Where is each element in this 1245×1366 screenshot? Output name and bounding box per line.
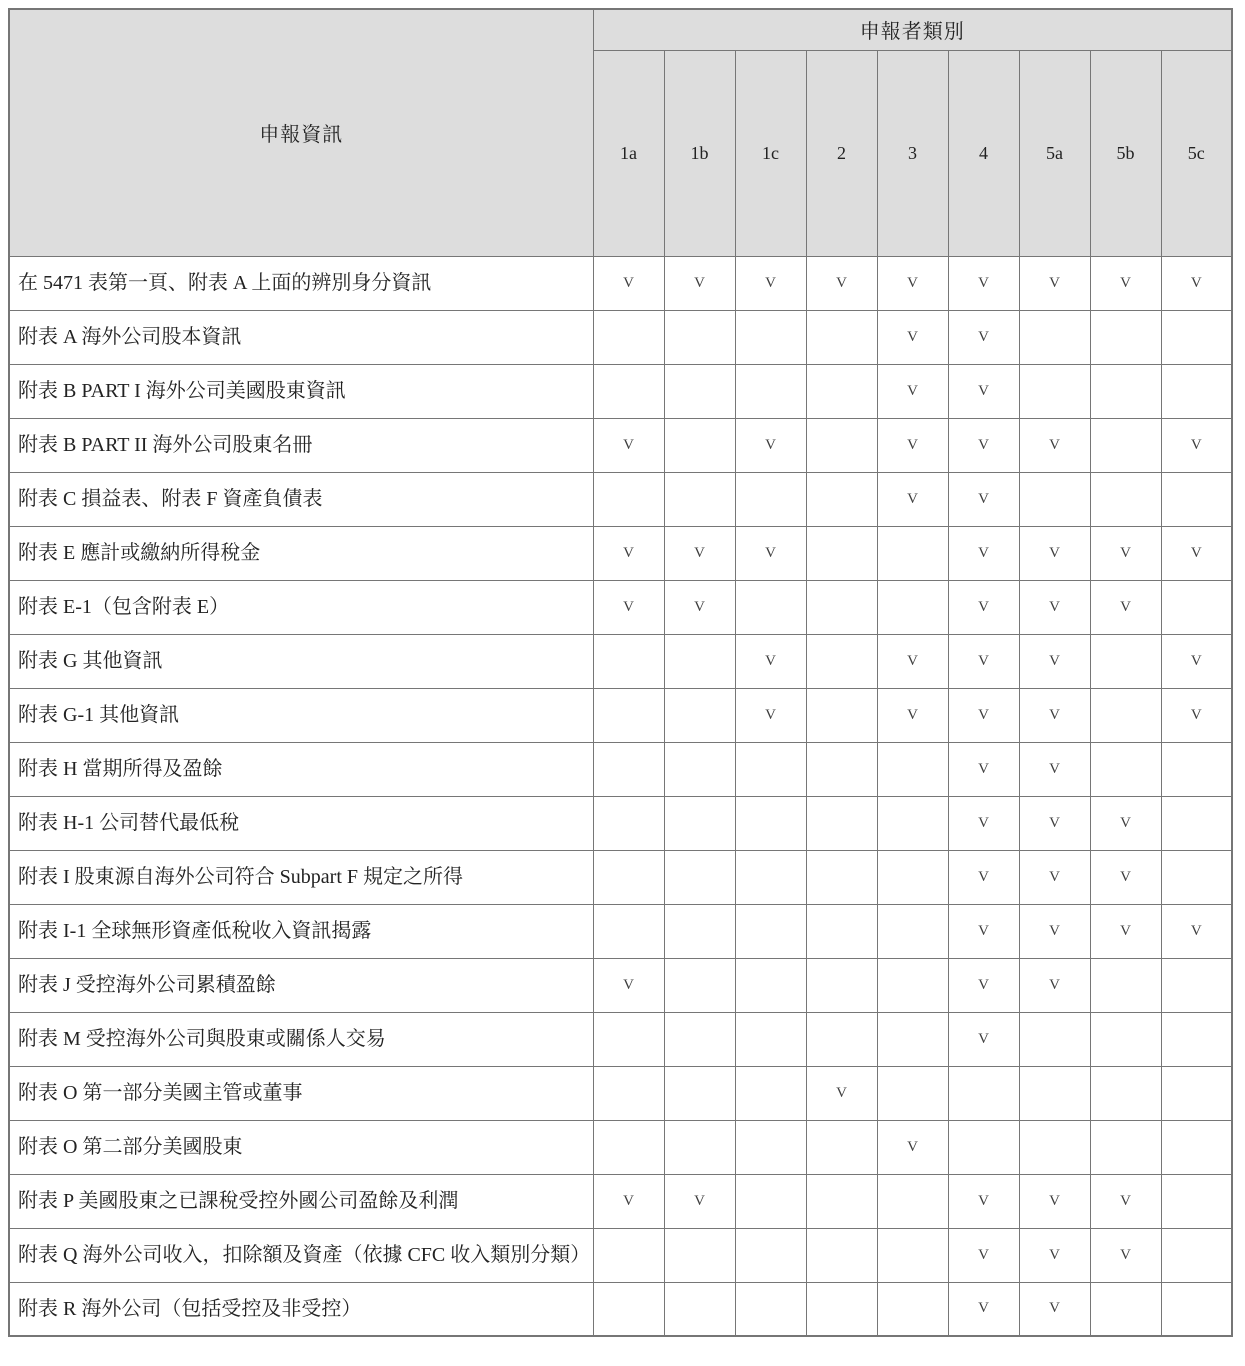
check-cell-empty xyxy=(664,1066,735,1120)
check-cell-checked: V xyxy=(948,418,1019,472)
check-cell-checked: V xyxy=(593,256,664,310)
check-cell-empty xyxy=(593,1228,664,1282)
check-cell-empty xyxy=(664,1282,735,1336)
check-cell-empty xyxy=(1019,1012,1090,1066)
check-cell-empty xyxy=(877,742,948,796)
check-cell-empty xyxy=(806,1282,877,1336)
check-cell-empty xyxy=(877,1066,948,1120)
table-row xyxy=(9,904,1232,958)
check-cell-empty xyxy=(593,850,664,904)
table-row xyxy=(9,526,1232,580)
check-cell-empty xyxy=(1019,1120,1090,1174)
category-cell: 3 xyxy=(877,50,948,256)
check-cell-empty xyxy=(1161,850,1232,904)
table-body xyxy=(9,256,1232,1336)
check-cell-empty xyxy=(1019,472,1090,526)
check-cell-checked: V xyxy=(948,904,1019,958)
check-cell-empty xyxy=(664,742,735,796)
row-label: 附表 O 第二部分美國股東 xyxy=(9,1120,593,1174)
check-cell-empty xyxy=(877,526,948,580)
check-cell-empty xyxy=(735,1174,806,1228)
check-cell-checked: V xyxy=(1090,904,1161,958)
table-row xyxy=(9,472,1232,526)
check-cell-empty xyxy=(735,1282,806,1336)
check-cell-empty xyxy=(1090,364,1161,418)
check-cell-empty xyxy=(1161,958,1232,1012)
check-cell-empty xyxy=(664,958,735,1012)
check-cell-empty xyxy=(664,364,735,418)
check-cell-checked: V xyxy=(1090,580,1161,634)
check-cell-empty xyxy=(593,634,664,688)
check-cell-empty xyxy=(1161,742,1232,796)
check-cell-checked: V xyxy=(948,742,1019,796)
row-label: 附表 C 損益表、附表 F 資產負債表 xyxy=(9,472,593,526)
check-cell-checked: V xyxy=(664,256,735,310)
check-cell-empty xyxy=(1161,1012,1232,1066)
check-cell-checked: V xyxy=(593,580,664,634)
check-cell-empty xyxy=(593,364,664,418)
check-cell-empty xyxy=(877,904,948,958)
check-cell-empty xyxy=(948,1120,1019,1174)
row-label: 附表 G 其他資訊 xyxy=(9,634,593,688)
check-cell-empty xyxy=(664,1120,735,1174)
check-cell-empty xyxy=(877,580,948,634)
row-label: 附表 I-1 全球無形資產低稅收入資訊揭露 xyxy=(9,904,593,958)
check-cell-checked: V xyxy=(877,256,948,310)
check-cell-checked: V xyxy=(948,580,1019,634)
check-cell-empty xyxy=(593,688,664,742)
check-cell-checked: V xyxy=(593,958,664,1012)
check-cell-empty xyxy=(806,364,877,418)
check-cell-empty xyxy=(735,580,806,634)
check-cell-checked: V xyxy=(948,256,1019,310)
table-row xyxy=(9,742,1232,796)
check-cell-empty xyxy=(1090,688,1161,742)
check-cell-checked: V xyxy=(948,526,1019,580)
check-cell-empty xyxy=(1019,1066,1090,1120)
category-cell: 1b xyxy=(664,50,735,256)
row-label: 附表 B PART I 海外公司美國股東資訊 xyxy=(9,364,593,418)
check-cell-empty xyxy=(806,472,877,526)
check-cell-empty xyxy=(877,1282,948,1336)
check-cell-checked: V xyxy=(877,364,948,418)
check-cell-checked: V xyxy=(948,1174,1019,1228)
check-cell-checked: V xyxy=(877,472,948,526)
check-cell-checked: V xyxy=(593,418,664,472)
check-cell-checked: V xyxy=(948,850,1019,904)
check-cell-checked: V xyxy=(1161,688,1232,742)
row-label: 附表 G-1 其他資訊 xyxy=(9,688,593,742)
check-cell-empty xyxy=(806,1228,877,1282)
check-cell-checked: V xyxy=(948,634,1019,688)
check-cell-empty xyxy=(806,850,877,904)
check-cell-empty xyxy=(593,796,664,850)
table-row xyxy=(9,688,1232,742)
table-row xyxy=(9,1066,1232,1120)
check-cell-empty xyxy=(664,688,735,742)
check-cell-empty xyxy=(877,850,948,904)
check-cell-empty xyxy=(806,1120,877,1174)
check-cell-empty xyxy=(593,742,664,796)
check-cell-empty xyxy=(806,418,877,472)
check-cell-empty xyxy=(877,958,948,1012)
check-cell-checked: V xyxy=(1019,742,1090,796)
check-cell-empty xyxy=(1090,1012,1161,1066)
check-cell-empty xyxy=(593,1282,664,1336)
check-cell-empty xyxy=(877,1012,948,1066)
check-cell-checked: V xyxy=(1090,256,1161,310)
row-label: 附表 J 受控海外公司累積盈餘 xyxy=(9,958,593,1012)
check-cell-empty xyxy=(1161,1174,1232,1228)
check-cell-empty xyxy=(664,418,735,472)
category-cell: 5c xyxy=(1161,50,1232,256)
check-cell-empty xyxy=(806,310,877,364)
check-cell-checked: V xyxy=(664,526,735,580)
check-cell-checked: V xyxy=(948,364,1019,418)
check-cell-checked: V xyxy=(1161,526,1232,580)
check-cell-empty xyxy=(1090,1282,1161,1336)
check-cell-empty xyxy=(735,796,806,850)
table-row xyxy=(9,1228,1232,1282)
check-cell-checked: V xyxy=(1090,850,1161,904)
check-cell-empty xyxy=(806,1174,877,1228)
check-cell-empty xyxy=(806,1012,877,1066)
check-cell-checked: V xyxy=(735,418,806,472)
check-cell-empty xyxy=(806,580,877,634)
check-cell-empty xyxy=(806,904,877,958)
check-cell-empty xyxy=(664,634,735,688)
check-cell-empty xyxy=(664,904,735,958)
table-row xyxy=(9,364,1232,418)
check-cell-empty xyxy=(664,850,735,904)
check-cell-checked: V xyxy=(1019,634,1090,688)
check-cell-checked: V xyxy=(735,526,806,580)
check-cell-checked: V xyxy=(1019,526,1090,580)
table-row xyxy=(9,1120,1232,1174)
check-cell-checked: V xyxy=(948,958,1019,1012)
check-cell-checked: V xyxy=(1019,1282,1090,1336)
check-cell-empty xyxy=(1161,472,1232,526)
row-label: 附表 A 海外公司股本資訊 xyxy=(9,310,593,364)
check-cell-checked: V xyxy=(1019,850,1090,904)
check-cell-checked: V xyxy=(1161,256,1232,310)
table-row xyxy=(9,1282,1232,1336)
check-cell-checked: V xyxy=(948,688,1019,742)
table-row xyxy=(9,580,1232,634)
check-cell-checked: V xyxy=(948,310,1019,364)
table-row xyxy=(9,256,1232,310)
table-row xyxy=(9,1012,1232,1066)
check-cell-checked: V xyxy=(1019,1174,1090,1228)
check-cell-empty xyxy=(1090,472,1161,526)
header-row-top xyxy=(9,9,1232,50)
check-cell-checked: V xyxy=(664,1174,735,1228)
check-cell-checked: V xyxy=(877,418,948,472)
check-cell-empty xyxy=(1161,310,1232,364)
check-cell-empty xyxy=(593,1066,664,1120)
check-cell-empty xyxy=(806,796,877,850)
check-cell-empty xyxy=(735,1228,806,1282)
row-label: 在 5471 表第一頁、附表 A 上面的辨別身分資訊 xyxy=(9,256,593,310)
check-cell-empty xyxy=(806,688,877,742)
check-cell-empty xyxy=(1019,364,1090,418)
check-cell-empty xyxy=(735,364,806,418)
check-cell-empty xyxy=(664,1228,735,1282)
row-label: 附表 O 第一部分美國主管或董事 xyxy=(9,1066,593,1120)
check-cell-checked: V xyxy=(1161,904,1232,958)
row-label: 附表 Q 海外公司收入，扣除額及資產（依據 CFC 收入類別分類） xyxy=(9,1228,593,1282)
row-label: 附表 M 受控海外公司與股東或關係人交易 xyxy=(9,1012,593,1066)
check-cell-empty xyxy=(877,1174,948,1228)
check-cell-checked: V xyxy=(948,1282,1019,1336)
check-cell-empty xyxy=(806,958,877,1012)
check-cell-empty xyxy=(593,472,664,526)
check-cell-checked: V xyxy=(1019,256,1090,310)
check-cell-empty xyxy=(1090,742,1161,796)
check-cell-checked: V xyxy=(948,1228,1019,1282)
check-cell-empty xyxy=(593,904,664,958)
check-cell-empty xyxy=(877,1228,948,1282)
check-cell-empty xyxy=(593,1120,664,1174)
check-cell-empty xyxy=(1161,796,1232,850)
check-cell-empty xyxy=(806,742,877,796)
check-cell-empty xyxy=(735,1120,806,1174)
check-cell-checked: V xyxy=(1019,688,1090,742)
table-row xyxy=(9,1174,1232,1228)
check-cell-empty xyxy=(1090,958,1161,1012)
category-cell: 1a xyxy=(593,50,664,256)
check-cell-empty xyxy=(1161,1228,1232,1282)
check-cell-empty xyxy=(1161,1066,1232,1120)
check-cell-empty xyxy=(1090,634,1161,688)
check-cell-empty xyxy=(735,742,806,796)
check-cell-checked: V xyxy=(1019,796,1090,850)
check-cell-checked: V xyxy=(735,256,806,310)
category-cell: 5a xyxy=(1019,50,1090,256)
check-cell-checked: V xyxy=(1090,796,1161,850)
check-cell-empty xyxy=(735,904,806,958)
check-cell-checked: V xyxy=(948,1012,1019,1066)
category-cell: 1c xyxy=(735,50,806,256)
check-cell-checked: V xyxy=(1019,904,1090,958)
category-cell: 5b xyxy=(1090,50,1161,256)
check-cell-checked: V xyxy=(1019,1228,1090,1282)
check-cell-empty xyxy=(735,310,806,364)
check-cell-empty xyxy=(664,1012,735,1066)
check-cell-empty xyxy=(664,310,735,364)
row-label: 附表 E-1（包含附表 E） xyxy=(9,580,593,634)
check-cell-checked: V xyxy=(1019,418,1090,472)
info-header-cell: 申報資訊 xyxy=(9,9,593,256)
table-row xyxy=(9,850,1232,904)
table-row xyxy=(9,310,1232,364)
check-cell-empty xyxy=(1161,1282,1232,1336)
check-cell-checked: V xyxy=(593,526,664,580)
check-cell-checked: V xyxy=(948,796,1019,850)
check-cell-empty xyxy=(735,1066,806,1120)
check-cell-checked: V xyxy=(1161,634,1232,688)
category-cell: 2 xyxy=(806,50,877,256)
check-cell-empty xyxy=(735,1012,806,1066)
check-cell-empty xyxy=(1090,418,1161,472)
check-cell-empty xyxy=(1161,364,1232,418)
check-cell-checked: V xyxy=(877,688,948,742)
check-cell-checked: V xyxy=(1161,418,1232,472)
check-cell-empty xyxy=(735,850,806,904)
row-label: 附表 R 海外公司（包括受控及非受控） xyxy=(9,1282,593,1336)
check-cell-empty xyxy=(1090,1066,1161,1120)
check-cell-empty xyxy=(735,958,806,1012)
check-cell-empty xyxy=(806,526,877,580)
category-cell: 4 xyxy=(948,50,1019,256)
check-cell-empty xyxy=(948,1066,1019,1120)
check-cell-checked: V xyxy=(1090,526,1161,580)
check-cell-checked: V xyxy=(806,1066,877,1120)
check-cell-checked: V xyxy=(877,634,948,688)
table-row xyxy=(9,958,1232,1012)
category-header-cell: 申報者類別 xyxy=(593,9,1232,50)
check-cell-empty xyxy=(1019,310,1090,364)
row-label: 附表 E 應計或繳納所得稅金 xyxy=(9,526,593,580)
check-cell-checked: V xyxy=(735,634,806,688)
check-cell-empty xyxy=(664,472,735,526)
check-cell-checked: V xyxy=(806,256,877,310)
check-cell-checked: V xyxy=(877,310,948,364)
check-cell-checked: V xyxy=(1090,1174,1161,1228)
check-cell-empty xyxy=(877,796,948,850)
table-row xyxy=(9,418,1232,472)
check-cell-empty xyxy=(593,310,664,364)
check-cell-empty xyxy=(735,472,806,526)
filing-requirements-table xyxy=(8,8,1233,1337)
row-label: 附表 I 股東源自海外公司符合 Subpart F 規定之所得 xyxy=(9,850,593,904)
check-cell-empty xyxy=(1161,1120,1232,1174)
check-cell-empty xyxy=(1090,310,1161,364)
table-row xyxy=(9,634,1232,688)
row-label: 附表 B PART II 海外公司股東名冊 xyxy=(9,418,593,472)
check-cell-empty xyxy=(806,634,877,688)
check-cell-empty xyxy=(593,1012,664,1066)
check-cell-checked: V xyxy=(948,472,1019,526)
check-cell-checked: V xyxy=(664,580,735,634)
check-cell-empty xyxy=(1161,580,1232,634)
check-cell-empty xyxy=(1090,1120,1161,1174)
check-cell-checked: V xyxy=(1019,958,1090,1012)
table-row xyxy=(9,796,1232,850)
check-cell-checked: V xyxy=(877,1120,948,1174)
row-label: 附表 P 美國股東之已課稅受控外國公司盈餘及利潤 xyxy=(9,1174,593,1228)
check-cell-checked: V xyxy=(1090,1228,1161,1282)
check-cell-empty xyxy=(664,796,735,850)
row-label: 附表 H 當期所得及盈餘 xyxy=(9,742,593,796)
check-cell-checked: V xyxy=(735,688,806,742)
check-cell-checked: V xyxy=(1019,580,1090,634)
check-cell-checked: V xyxy=(593,1174,664,1228)
row-label: 附表 H-1 公司替代最低稅 xyxy=(9,796,593,850)
